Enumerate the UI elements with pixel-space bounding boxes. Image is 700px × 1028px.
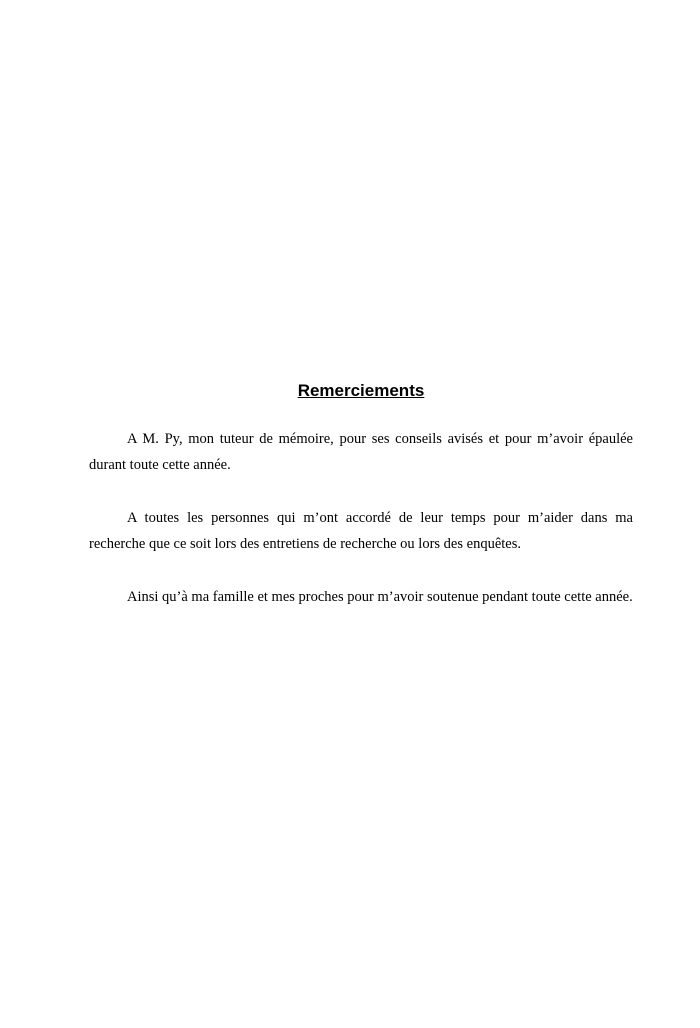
acknowledgement-paragraph-interviewees: A toutes les personnes qui m’ont accordé de leur temps pour m’aider dans ma recherche que ce soit lors des entretiens de recherche ou lors des enquêtes. xyxy=(89,510,633,552)
acknowledgements-section xyxy=(89,380,633,637)
acknowledgement-paragraph-tutor: A M. Py, mon tuteur de mémoire, pour ses conseils avisés et pour m’avoir épaulée durant toute cette année. xyxy=(89,431,633,473)
page-title: Remerciements xyxy=(297,381,425,400)
acknowledgement-paragraph-family: Ainsi qu’à ma famille et mes proches pour m’avoir soutenue pendant toute cette année. xyxy=(127,589,633,605)
